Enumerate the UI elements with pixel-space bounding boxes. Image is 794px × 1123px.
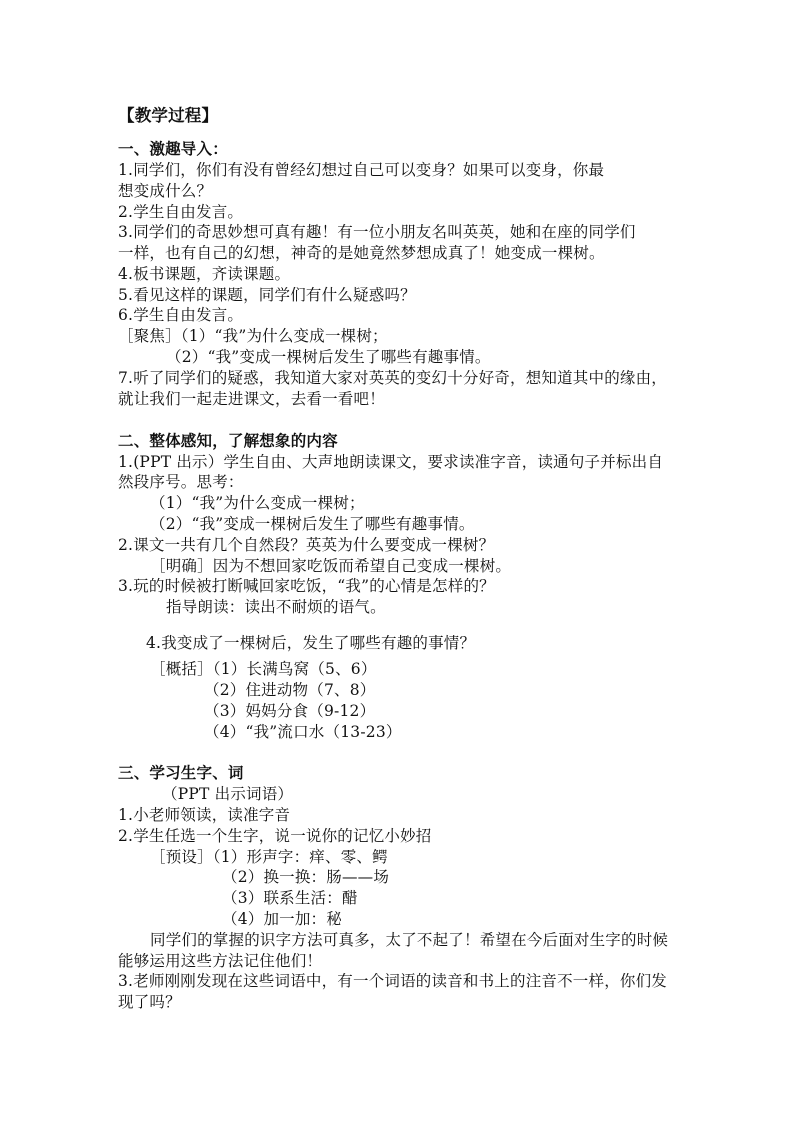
text-line: （2）住进动物（7、8） <box>204 681 376 699</box>
text-line: 7.听了同学们的疑惑，我知道大家对英英的变幻十分好奇，想知道其中的缘由， <box>118 369 667 387</box>
section-heading-overall: 二、整体感知，了解想象的内容 <box>118 431 338 450</box>
text-line: 2.学生自由发言。 <box>118 203 244 221</box>
section-heading-characters: 三、学习生字、词 <box>118 763 244 782</box>
text-line: （3）妈妈分食（9-12） <box>204 702 376 720</box>
section-heading-teaching-process: 【教学过程】 <box>118 106 219 125</box>
text-line: 就让我们一起走进课文，去看一看吧！ <box>118 390 385 408</box>
text-line: 指导朗读：读出不耐烦的语气。 <box>166 598 386 616</box>
text-line: 同学们的掌握的识字方法可真多，太了不起了！希望在今后面对生字的时候 <box>150 931 669 949</box>
section-heading-intro: 一、激趣导入： <box>118 139 228 158</box>
text-line: （4）加一加：秘 <box>222 910 342 928</box>
text-line: 2.学生任选一个生字，说一说你的记忆小妙招 <box>118 827 432 845</box>
text-line: （2）换一换：肠——场 <box>222 868 390 886</box>
text-line: 3.同学们的奇思妙想可真有趣！有一位小朋友名叫英英，她和在座的同学们 <box>118 223 636 241</box>
text-line: 现了吗？ <box>118 993 181 1011</box>
text-line: 2.课文一共有几个自然段？英英为什么要变成一棵树？ <box>118 536 495 554</box>
text-line: ［明确］因为不想回家吃饭而希望自己变成一棵树。 <box>150 557 512 575</box>
text-line: ［概括］（1）长满鸟窝（5、6） <box>150 660 377 678</box>
text-line: （2）“我”变成一棵树后发生了哪些有趣事情。 <box>150 515 475 533</box>
text-line: 5.看见这样的课题，同学们有什么疑惑吗？ <box>118 286 416 304</box>
text-line: 一样，也有自己的幻想，神奇的是她竟然梦想成真了！她变成一棵树。 <box>118 244 605 262</box>
text-line: 想变成什么？ <box>118 182 213 200</box>
text-line: 4.我变成了一棵树后，发生了哪些有趣的事情？ <box>146 634 476 652</box>
text-line: ［预设］（1）形声字：痒、零、鳄 <box>150 848 388 866</box>
text-line: 6.学生自由发言。 <box>118 306 244 324</box>
text-line: 1.(PPT 出示）学生自由、大声地朗读课文，要求读准字音，读通句子并标出自 <box>118 453 664 471</box>
text-line: （4）“我”流口水（13-23） <box>204 723 402 741</box>
text-line: 1.小老师领读，读准字音 <box>118 806 291 824</box>
text-line: （PPT 出示词语） <box>162 785 294 803</box>
text-line: 4.板书课题，齐读课题。 <box>118 265 291 283</box>
text-line: 3.老师刚刚发现在这些词语中，有一个词语的读音和书上的注音不一样，你们发 <box>118 972 667 990</box>
text-line: 3.玩的时候被打断喊回家吃饭，“我”的心情是怎样的？ <box>118 577 495 595</box>
text-line: ［聚焦］（1）“我”为什么变成一棵树； <box>118 327 388 345</box>
text-line: （3）联系生活：醋 <box>222 889 358 907</box>
text-line: （1）“我”为什么变成一棵树； <box>150 494 365 512</box>
text-line: （2）“我”变成一棵树后发生了哪些有趣事情。 <box>166 348 491 366</box>
text-line: 能够运用这些方法记住他们！ <box>118 952 323 970</box>
text-line: 然段序号。思考： <box>118 473 244 491</box>
text-line: 1.同学们，你们有没有曾经幻想过自己可以变身？如果可以变身，你最 <box>118 161 605 179</box>
